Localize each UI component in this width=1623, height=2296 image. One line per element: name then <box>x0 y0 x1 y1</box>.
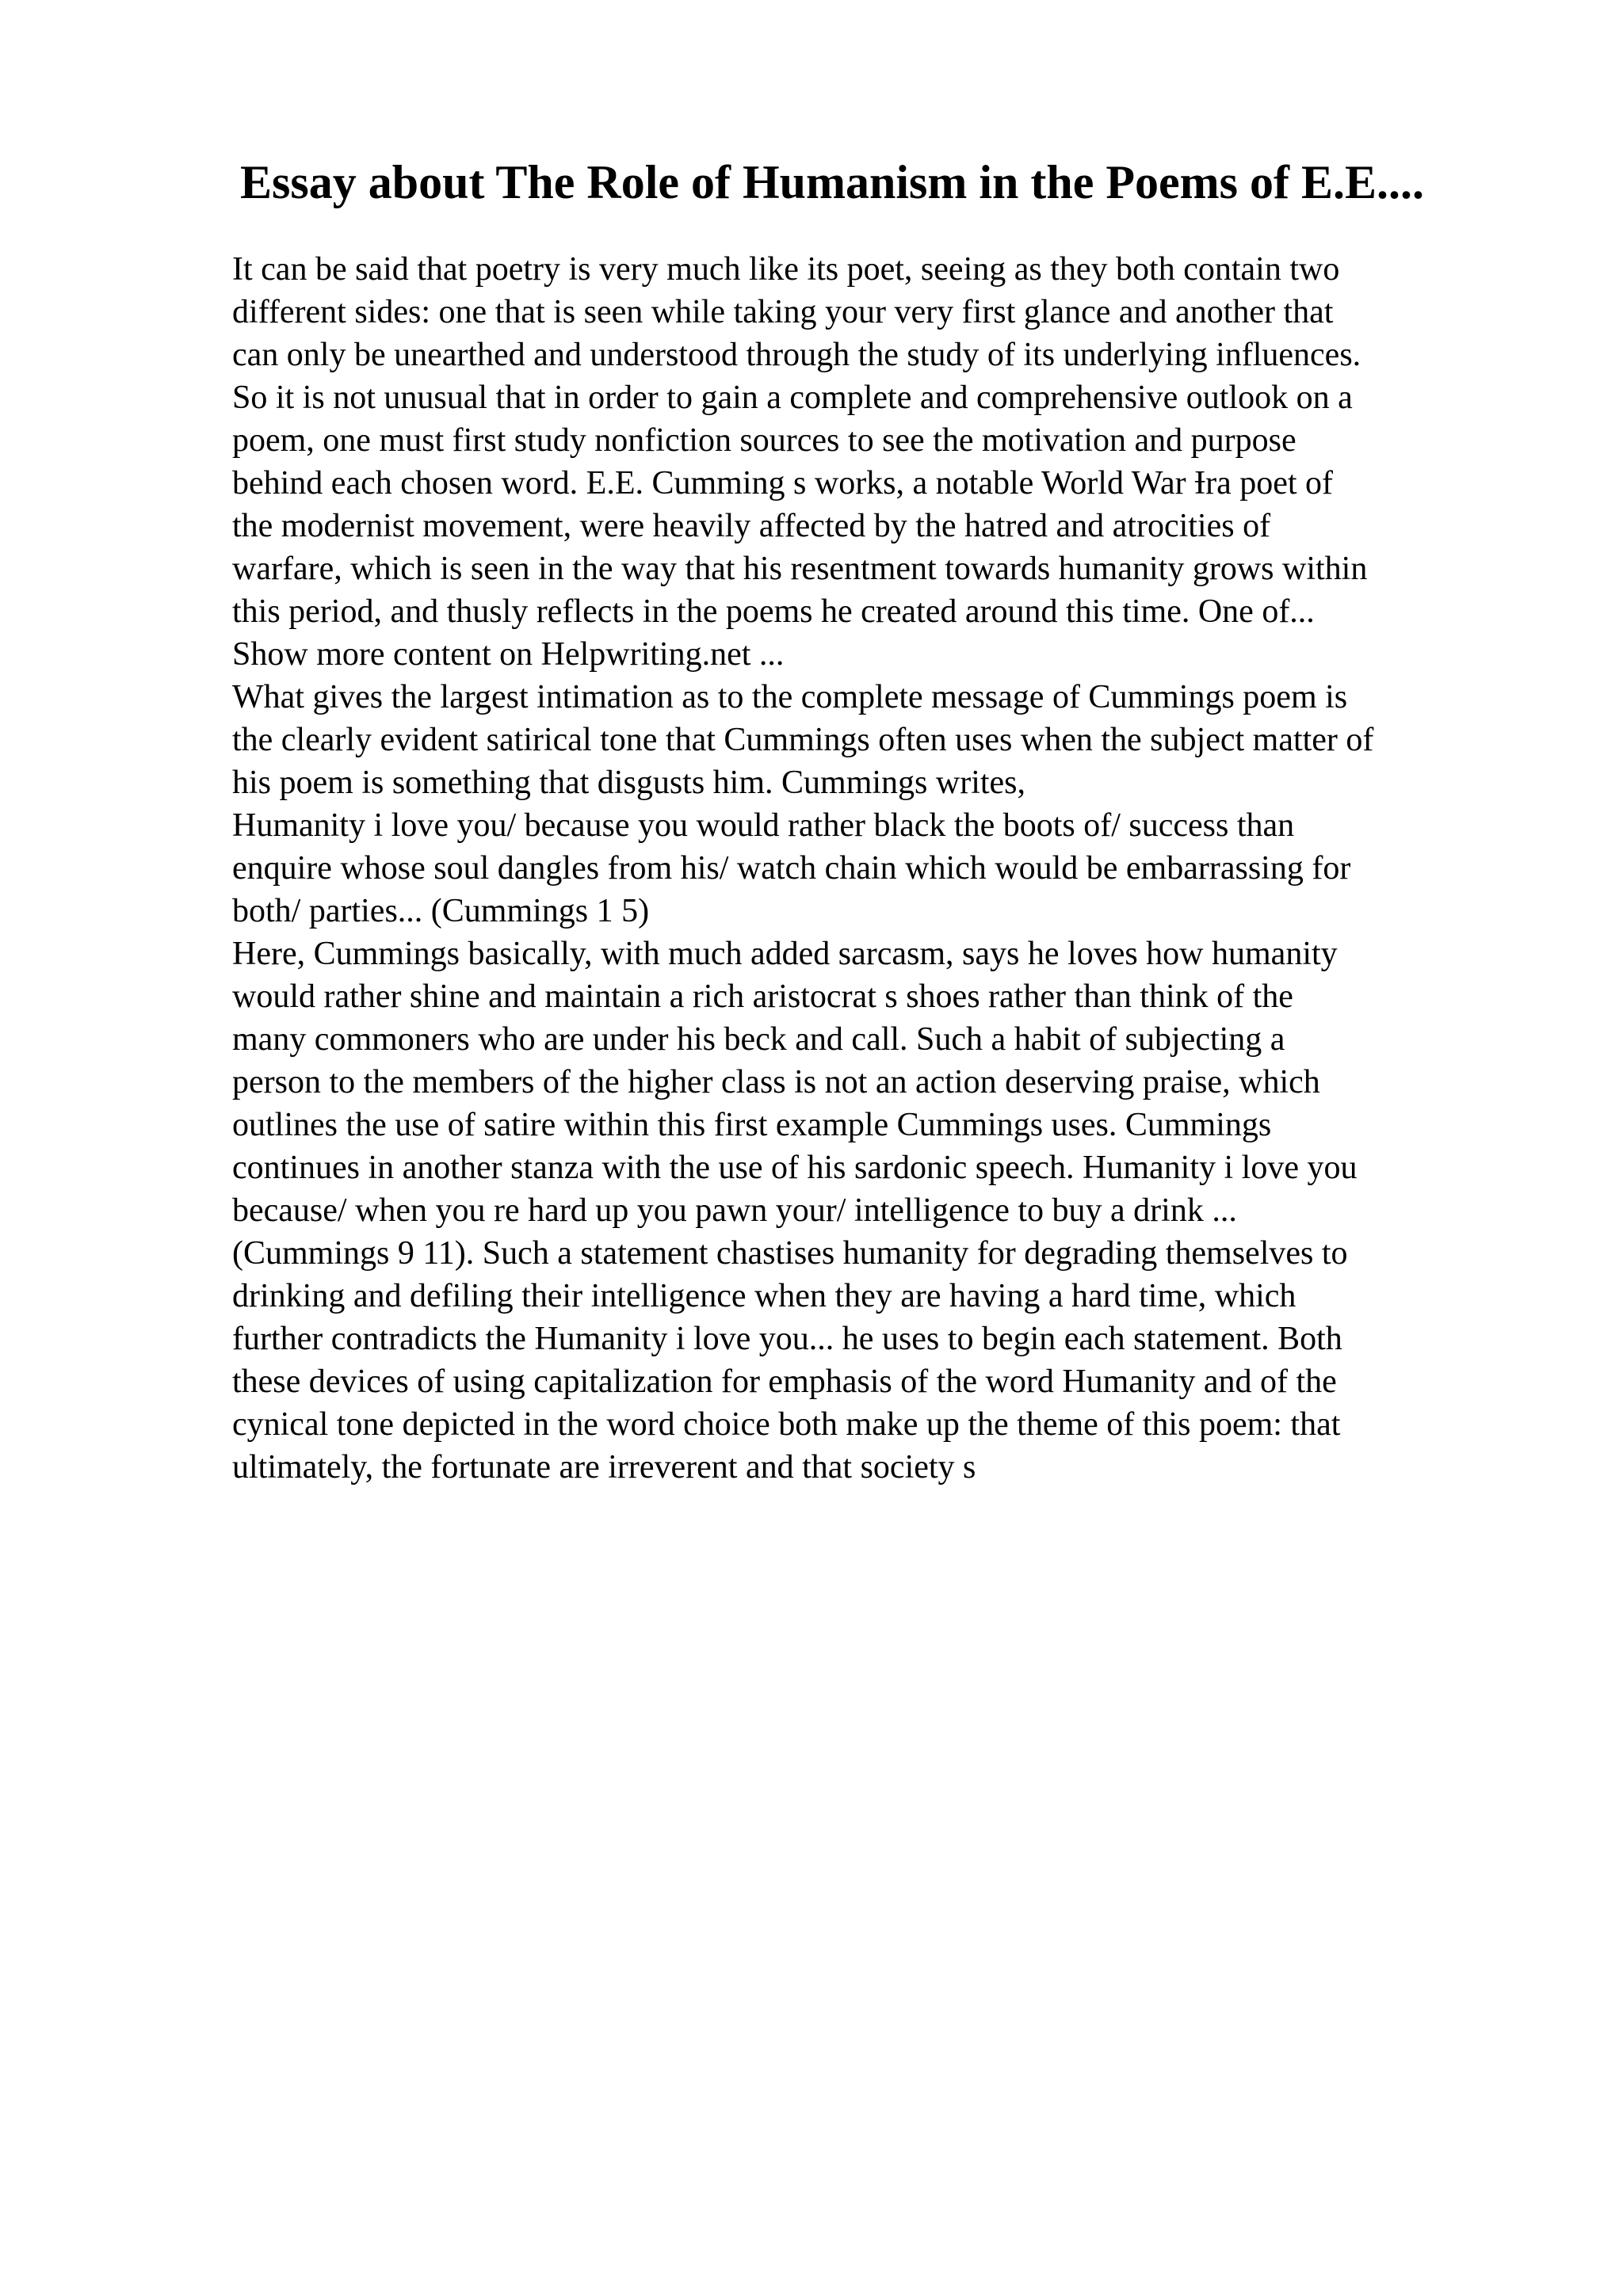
essay-text-line: Humanity i love you/ because you would rather black the boots of/ success than <box>232 807 1295 844</box>
essay-text-line: ultimately, the fortunate are irreverent and that society s <box>232 1449 976 1486</box>
essay-text-line: both/ parties... (Cummings 1 5) <box>232 893 650 929</box>
essay-text-line: Show more content on Helpwriting.net ... <box>232 636 785 673</box>
essay-text-line: (Cummings 9 11). Such a statement chastises humanity for degrading themselves to <box>232 1235 1348 1272</box>
essay-text-line: So it is not unusual that in order to gain a complete and comprehensive outlook on a <box>232 379 1353 416</box>
essay-text-line: this period, and thusly reflects in the poems he created around this time. One of... <box>232 593 1315 630</box>
essay-text-line: his poem is something that disgusts him. Cummings writes, <box>232 765 1026 801</box>
essay-text-line: poem, one must first study nonfiction sources to see the motivation and purpose <box>232 422 1296 459</box>
essay-text-line: behind each chosen word. E.E. Cumming s works, a notable World War Ɨra poet of <box>232 465 1334 502</box>
essay-text-line: continues in another stanza with the use of his sardonic speech. Humanity i love you <box>232 1150 1358 1186</box>
essay-text-line: enquire whose soul dangles from his/ watch chain which would be embarrassing for <box>232 850 1351 887</box>
essay-text-line: It can be said that poetry is very much like its poet, seeing as they both contain two <box>232 251 1340 288</box>
essay-text-line: because/ when you re hard up you pawn your/ intelligence to buy a drink ... <box>232 1192 1237 1229</box>
essay-text-line: person to the members of the higher class is not an action deserving praise, which <box>232 1064 1320 1100</box>
essay-text-line: can only be unearthed and understood through the study of its underlying influences. <box>232 337 1361 373</box>
essay-text-line: Here, Cummings basically, with much added sarcasm, says he loves how humanity <box>232 936 1338 972</box>
essay-text-line: many commoners who are under his beck and call. Such a habit of subjecting a <box>232 1021 1285 1058</box>
essay-text-line: warfare, which is seen in the way that his resentment towards humanity grows within <box>232 551 1368 587</box>
essay-body <box>232 248 1532 1489</box>
essay-text-line: cynical tone depicted in the word choice both make up the theme of this poem: that <box>232 1406 1341 1443</box>
essay-text-line: these devices of using capitalization for emphasis of the word Humanity and of the <box>232 1363 1337 1400</box>
essay-text-line: the clearly evident satirical tone that Cummings often uses when the subject matter of <box>232 722 1374 758</box>
essay-text-line: different sides: one that is seen while taking your very first glance and another that <box>232 294 1334 330</box>
essay-text-line: drinking and defiling their intelligence when they are having a hard time, which <box>232 1278 1296 1314</box>
essay-text-line: outlines the use of satire within this first example Cummings uses. Cummings <box>232 1107 1272 1143</box>
essay-text-line: would rather shine and maintain a rich aristocrat s shoes rather than think of the <box>232 978 1293 1015</box>
essay-text-line: further contradicts the Humanity i love you... he uses to begin each statement. Both <box>232 1321 1342 1357</box>
essay-text-line: the modernist movement, were heavily affected by the hatred and atrocities of <box>232 508 1271 544</box>
document-title: Essay about The Role of Humanism in the Poems of E.E.... <box>239 156 1425 208</box>
essay-text-line: What gives the largest intimation as to the complete message of Cummings poem is <box>232 679 1348 715</box>
